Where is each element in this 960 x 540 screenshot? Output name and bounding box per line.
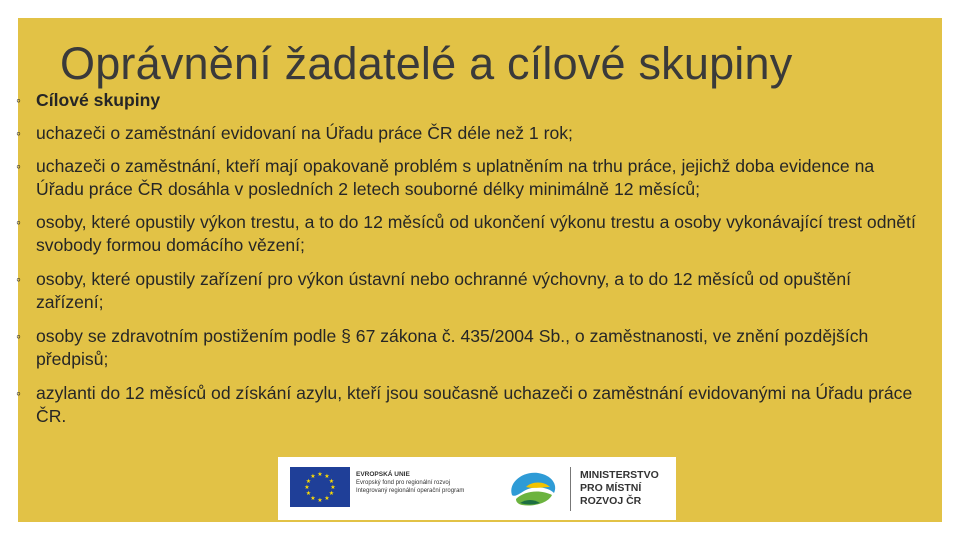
list-item-text: osoby, které opustily výkon trestu, a to do 12 měsíců od ukončení výkonu trestu a osoby vykonávající trest odnětí svobody formou domácího vězení; (36, 212, 916, 255)
svg-text:★: ★ (305, 490, 312, 497)
eu-flag-icon (290, 467, 350, 507)
eu-stars-icon (290, 467, 350, 507)
list-item (16, 268, 916, 314)
svg-text:★: ★ (324, 495, 330, 502)
list-item (16, 122, 916, 145)
svg-text:★: ★ (305, 478, 312, 485)
list-item (16, 155, 916, 201)
bullet-icon: ◦ (16, 271, 21, 287)
bullet-icon: ◦ (16, 385, 21, 401)
list-heading (16, 89, 916, 112)
svg-text:★: ★ (324, 473, 330, 480)
bullet-icon: ◦ (16, 92, 21, 108)
eu-program-line: Integrovaný regionální operační program (356, 488, 465, 494)
svg-text:★: ★ (310, 495, 316, 502)
list-item-text: Cílové skupiny (36, 90, 161, 110)
bullet-icon: ◦ (16, 328, 21, 344)
svg-text:★: ★ (330, 484, 336, 491)
svg-text:★: ★ (328, 490, 335, 497)
list-item-text: osoby, které opustily zařízení pro výkon ústavní nebo ochranné výchovny, a to do 12 měsíců od opuštění zařízení; (36, 269, 851, 312)
list-item-text: osoby se zdravotním postižením podle § 67 zákona č. 435/2004 Sb., o zaměstnanosti, ve znění pozdějších předpisů; (36, 326, 869, 369)
list-item (16, 211, 916, 257)
list-item-text: azylanti do 12 měsíců od získání azylu, kteří jsou současně uchazeči o zaměstnání evidovanými na Úřadu práce ČR. (36, 383, 913, 426)
list-item (16, 382, 916, 428)
list-item-text: uchazeči o zaměstnání evidovaní na Úřadu práce ČR déle než 1 rok; (36, 123, 573, 143)
bullet-icon: ◦ (16, 125, 21, 141)
mmr-line-2: PRO MÍSTNÍ (580, 482, 642, 494)
list-item (16, 325, 916, 371)
slide-title: Oprávnění žadatelé a cílové skupiny (60, 38, 793, 89)
eu-program-text (356, 471, 496, 495)
svg-text:★: ★ (317, 471, 323, 478)
eu-name: EVROPSKÁ UNIE (356, 471, 410, 478)
svg-text:★: ★ (304, 484, 310, 491)
mmr-text (580, 469, 659, 508)
logo-divider (570, 467, 571, 511)
mmr-line-3: ROZVOJ ČR (580, 495, 642, 507)
bullet-icon: ◦ (16, 158, 21, 174)
eu-fund-line: Evropský fond pro regionální rozvoj (356, 480, 451, 486)
mmr-emblem-icon (504, 465, 564, 511)
list-item-text: uchazeči o zaměstnání, kteří mají opakovaně problém s uplatněním na trhu práce, jejichž doba evidence na Úřadu práce ČR dosáhla v posledních 2 letech souborné délky minimálně 12 měsíců; (36, 156, 875, 199)
svg-text:★: ★ (317, 497, 323, 504)
bullet-icon: ◦ (16, 214, 21, 230)
svg-text:★: ★ (328, 478, 335, 485)
logo-strip (278, 457, 676, 520)
mmr-line-1: MINISTERSTVO (580, 469, 659, 481)
svg-text:★: ★ (310, 473, 316, 480)
